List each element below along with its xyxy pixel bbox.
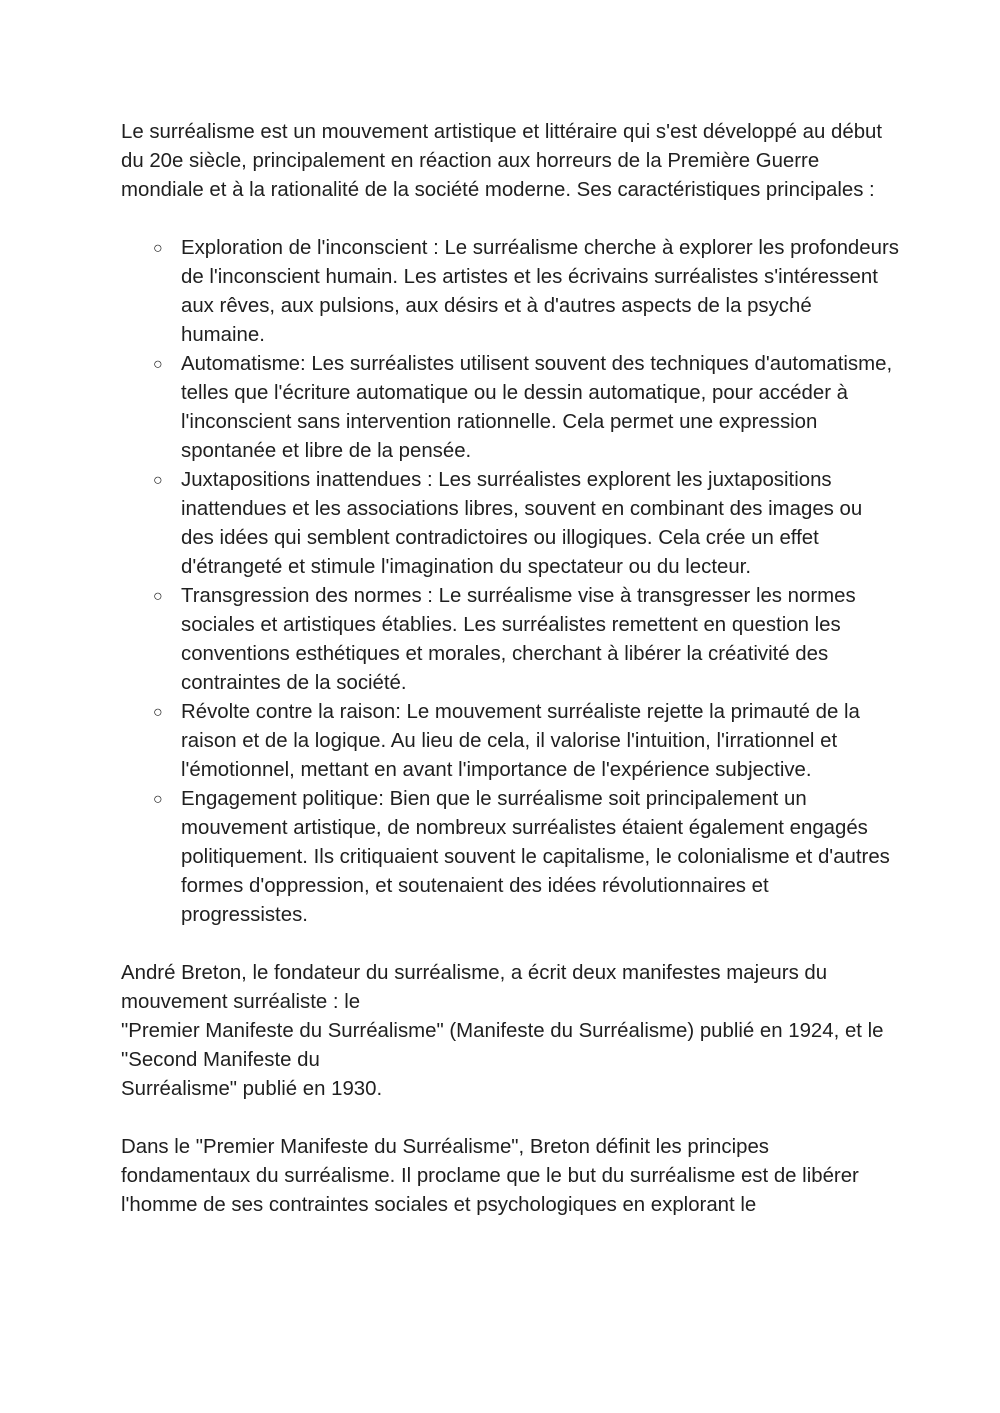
premier-manifeste-paragraph: Dans le "Premier Manifeste du Surréalisme", Breton définit les principes fondamentaux du surréalisme. Il proclame que le but du surréalisme est de libérer l'homme de ses contraintes sociales et psychologiques en explorant le <box>121 1136 859 1216</box>
hollow-circle-bullet-icon: ○ <box>153 704 163 721</box>
breton-paragraph <box>121 959 900 1104</box>
list-item <box>153 466 900 582</box>
hollow-circle-bullet-icon: ○ <box>153 588 163 605</box>
list-item <box>153 350 900 466</box>
list-item <box>153 582 900 698</box>
breton-line: André Breton, le fondateur du surréalisme, a écrit deux manifestes majeurs du mouvement surréaliste : le <box>121 962 828 1013</box>
hollow-circle-bullet-icon: ○ <box>153 240 163 257</box>
list-item-text: Automatisme: Les surréalistes utilisent souvent des techniques d'automatisme, telles que l'écriture automatique ou le dessin automatique, pour accéder à l'inconscient sans intervention rationnelle. Cela permet une expression spontanée et libre de la pensée. <box>181 353 893 462</box>
list-item <box>153 234 900 350</box>
hollow-circle-bullet-icon: ○ <box>153 791 163 808</box>
list-item-text: Exploration de l'inconscient : Le surréalisme cherche à explorer les profondeurs de l'inconscient humain. Les artistes et les écrivains surréalistes s'intéressent aux rêves, aux pulsions, aux désirs et à d'autres aspects de la psyché humaine. <box>181 237 899 346</box>
hollow-circle-bullet-icon: ○ <box>153 472 163 489</box>
list-item-text: Engagement politique: Bien que le surréalisme soit principalement un mouvement artistique, de nombreux surréalistes étaient également engagés politiquement. Ils critiquaient souvent le capitalisme, le colonialisme et d'autres formes d'oppression, et soutenaient des idées révolutionnaires et progressistes. <box>181 788 890 926</box>
breton-line: "Premier Manifeste du Surréalisme" (Manifeste du Surréalisme) publié en 1924, et le "Second Manifeste du <box>121 1020 884 1071</box>
intro-paragraph: Le surréalisme est un mouvement artistique et littéraire qui s'est développé au début du 20e siècle, principalement en réaction aux horreurs de la Première Guerre mondiale et à la rationalité de la société moderne. Ses caractéristiques principales : <box>121 121 883 201</box>
list-item-text: Transgression des normes : Le surréalisme vise à transgresser les normes sociales et artistiques établies. Les surréalistes remettent en question les conventions esthétiques et morales, cherchant à libérer la créativité des contraintes de la société. <box>181 585 856 694</box>
paragraph-spacer <box>121 1104 900 1133</box>
characteristics-list <box>121 234 900 930</box>
list-item-text: Révolte contre la raison: Le mouvement surréaliste rejette la primauté de la raison et de la logique. Au lieu de cela, il valorise l'intuition, l'irrationnel et l'émotionnel, mettant en avant l'importance de l'expérience subjective. <box>181 701 860 781</box>
breton-line: Surréalisme" publié en 1930. <box>121 1078 383 1100</box>
hollow-circle-bullet-icon: ○ <box>153 356 163 373</box>
list-item <box>153 785 900 930</box>
list-item-text: Juxtapositions inattendues : Les surréalistes explorent les juxtapositions inattendues et les associations libres, souvent en combinant des images ou des idées qui semblent contradictoires ou illogiques. Cela crée un effet d'étrangeté et stimule l'imagination du spectateur ou du lecteur. <box>181 469 863 578</box>
list-item <box>153 698 900 785</box>
